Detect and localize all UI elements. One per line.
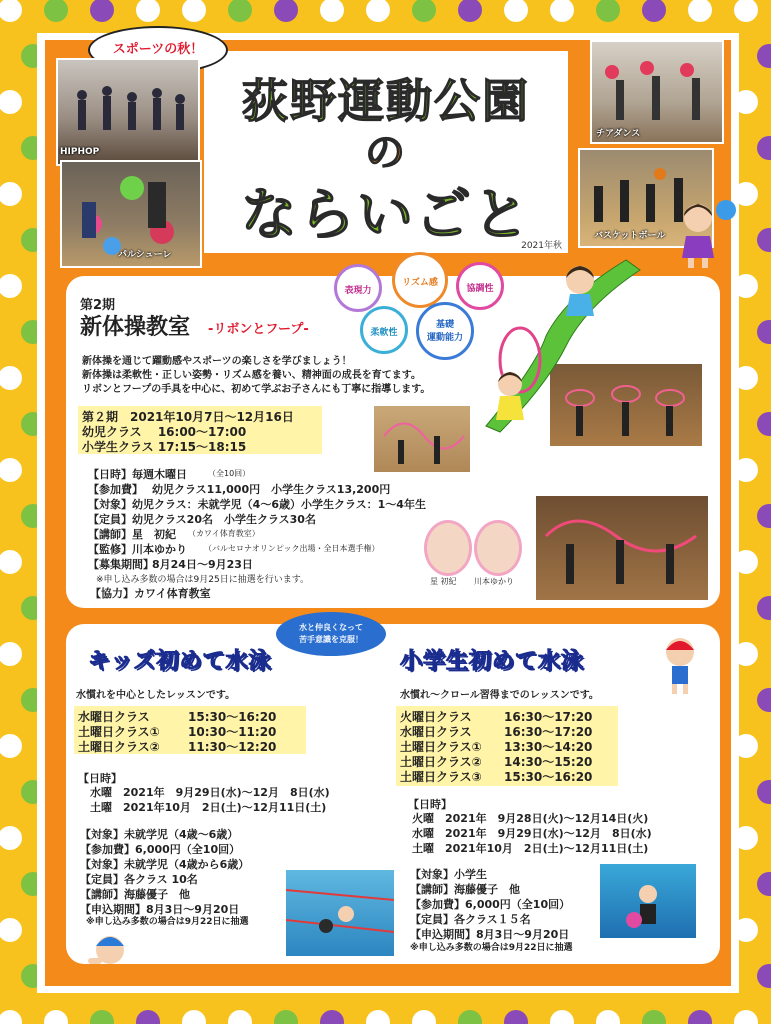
- gym-detail-value: 幼児クラス：未就学児（4～6歳）小学生クラス：1～4年生: [132, 498, 426, 511]
- polka-dot: [688, 1010, 712, 1024]
- polka-dot: [0, 826, 22, 850]
- elem-class-name: 水曜日クラス: [400, 725, 472, 739]
- polka-dot: [734, 0, 758, 22]
- elem-class-time: 16:30～17:20: [504, 710, 593, 724]
- elem-date-1: 火曜 2021年 9月28日(火)～12月14日(火): [412, 812, 649, 825]
- polka-dot: [642, 1010, 666, 1024]
- gym-detail-label: 【募集期間】: [88, 558, 154, 571]
- elem-pool-photo: [598, 862, 698, 940]
- elem-date-label: 【日時】: [408, 798, 452, 811]
- elem-detail: 【対象】小学生: [410, 868, 487, 881]
- polka-dot: [228, 1010, 252, 1024]
- polka-dot: [182, 0, 206, 22]
- gym-intro-1: 新体操を通じて躍動感やスポーツの楽しさを学びましょう！: [82, 356, 352, 367]
- gym-lottery-note: ※申し込み多数の場合は9月25日に抽選を行います。: [96, 575, 310, 585]
- swimmer-boy-icon: [88, 924, 134, 968]
- elem-swim-title: 小学生初めて水泳: [400, 649, 585, 674]
- polka-dot: [366, 0, 390, 22]
- gym-detail-value: 川本ゆかり: [132, 543, 187, 556]
- polka-dot: [596, 1010, 620, 1024]
- polka-dot: [274, 0, 298, 22]
- gym-detail-value: 幼児クラス11,000円 小学生クラス13,200円: [152, 483, 391, 496]
- elem-detail: 【講師】海藤優子 他: [410, 883, 520, 896]
- kids-detail: 【対象】未就学児（4歳から6歳）: [80, 858, 250, 871]
- badge-rhythm-label: リズム感: [402, 278, 438, 288]
- polka-dot: [757, 412, 771, 436]
- kids-class-time: 11:30～12:20: [188, 740, 277, 754]
- polka-dot: [44, 0, 68, 22]
- badge-motor-label: 基礎 運動能力: [426, 320, 463, 343]
- elem-class-time: 16:30～17:20: [504, 725, 593, 739]
- gym-schedule-1: 第２期 2021年10月7日～12月16日: [82, 410, 294, 424]
- title-box: [204, 51, 568, 253]
- gym-detail-label: 【定員】: [88, 513, 132, 526]
- basketball-caption: バスケットボール: [594, 231, 666, 241]
- kids-detail: 【定員】各クラス 10名: [80, 873, 198, 886]
- polka-dot: [0, 182, 22, 206]
- polka-dot: [596, 0, 620, 22]
- gym-intro-3: リボンとフープの手具を中心に、初めて学ぶお子さんにも丁寧に指導します。: [82, 384, 431, 395]
- title-line-3: ならいごと: [241, 183, 531, 248]
- polka-dot: [550, 1010, 574, 1024]
- swim-badge: [276, 612, 386, 656]
- title-line-2: の: [365, 130, 407, 176]
- gym-detail-note: （カワイ体育教室）: [188, 529, 260, 538]
- elem-date-3: 土曜 2021年10月 2日(土)～12月11日(土): [412, 842, 649, 855]
- polka-dot: [320, 1010, 344, 1024]
- instructor-kawamoto-name: 川本ゆかり: [474, 577, 514, 586]
- polka-dot: [642, 0, 666, 22]
- elem-class-name: 土曜日クラス①: [400, 740, 482, 754]
- gym-intro-2: 新体操は柔軟性・正しい姿勢・リズム感を養い、精神面の成長を育てます。: [82, 370, 421, 381]
- polka-dot: [90, 0, 114, 22]
- elem-date-2: 水曜 2021年 9月29日(水)～12月 8日(水): [412, 827, 652, 840]
- instructor-kawamoto-photo: [474, 520, 522, 576]
- kids-pool-photo: [284, 868, 396, 958]
- badge-cooperation-label: 協調性: [466, 284, 494, 294]
- gym-schedule-2: 幼児クラス 16:00～17:00: [82, 425, 247, 439]
- season-label: 2021年秋: [521, 241, 562, 251]
- badge-flexibility: [360, 306, 408, 354]
- gym-title: 新体操教室: [80, 315, 191, 340]
- gym-detail-value: 毎週木曜日: [132, 468, 187, 481]
- polka-dot: [0, 918, 22, 942]
- elem-class-name: 土曜日クラス③: [400, 770, 482, 784]
- gym-detail-note: （全10回）: [208, 469, 251, 478]
- gym-detail-label: 【講師】: [88, 528, 132, 541]
- polka-dot: [0, 90, 22, 114]
- polka-dot: [366, 1010, 390, 1024]
- gym-detail-value: 8月24日～9月23日: [152, 558, 253, 571]
- polka-dot: [90, 1010, 114, 1024]
- kids-class-name: 土曜日クラス①: [78, 725, 160, 739]
- polka-dot: [734, 1010, 758, 1024]
- badge-expression: [334, 264, 382, 312]
- kids-class-name: 水曜日クラス: [78, 710, 150, 724]
- palla-caption: パルシューレ: [118, 250, 172, 260]
- kids-detail: 【対象】未就学児（4歳～6歳）: [80, 828, 239, 841]
- elem-class-name: 火曜日クラス: [400, 710, 472, 724]
- title-line-1: 荻野運動公園: [242, 74, 530, 128]
- hiphop-caption: HIPHOP: [60, 147, 100, 157]
- polka-dot: [412, 1010, 436, 1024]
- polka-dot: [688, 0, 712, 22]
- polka-dot: [182, 1010, 206, 1024]
- polka-dot: [504, 0, 528, 22]
- kids-note: ※申し込み多数の場合は9月22日に抽選: [86, 917, 249, 927]
- elem-class-time: 15:30～16:20: [504, 770, 593, 784]
- polka-dot: [757, 780, 771, 804]
- badge-rhythm: [392, 252, 448, 308]
- kids-detail: 【講師】海藤優子 他: [80, 888, 190, 901]
- gym-detail-label: 【参加費】: [88, 483, 143, 496]
- gym-detail-label: 【日時】: [88, 468, 132, 481]
- instructor-hoshi-photo: [424, 520, 472, 576]
- polka-dot: [458, 1010, 482, 1024]
- badge-motor: [416, 302, 474, 360]
- girl-illustration-icon: [668, 196, 738, 270]
- badge-expression-label: 表現力: [344, 286, 372, 296]
- polka-dot: [274, 1010, 298, 1024]
- sports-autumn-bubble: スポーツの秋！: [88, 26, 228, 74]
- gym-subtitle: -リボンとフープ-: [208, 322, 309, 337]
- polka-dot: [44, 1010, 68, 1024]
- gym-detail-label: 【監修】: [88, 543, 132, 556]
- polka-dot: [0, 550, 22, 574]
- elem-detail: 【申込期間】8月3日～9月20日: [410, 928, 570, 941]
- gym-detail-note: （バルセロナオリンピック出場・全日本選手権）: [204, 544, 380, 553]
- kids-detail: 【参加費】6,000円（全10回）: [80, 843, 241, 856]
- gym-support-label: 【協力】: [90, 587, 134, 600]
- kids-date-1: 水曜 2021年 9月29日(水)～12月 8日(水): [90, 786, 330, 799]
- kids-date-label: 【日時】: [78, 772, 122, 785]
- polka-dot: [0, 642, 22, 666]
- kids-date-2: 土曜 2021年10月 2日(土)～12月11日(土): [90, 801, 327, 814]
- kids-swim-intro: 水慣れを中心としたレッスンです。: [76, 690, 236, 701]
- elem-detail: 【参加費】6,000円（全10回）: [410, 898, 571, 911]
- instructor-hoshi-name: 星 初紀: [430, 577, 457, 586]
- elem-class-time: 13:30～14:20: [504, 740, 593, 754]
- polka-dot: [504, 1010, 528, 1024]
- polka-dot: [0, 366, 22, 390]
- polka-dot: [0, 1010, 22, 1024]
- gym-detail-label: 【対象】: [88, 498, 132, 511]
- gym-support-value: カワイ体育教室: [134, 587, 211, 600]
- kids-detail: 【申込期間】8月3日～9月20日: [80, 903, 240, 916]
- polka-dot: [458, 0, 482, 22]
- polka-dot: [228, 0, 252, 22]
- ribbon-girl-illustration-icon: [476, 256, 646, 434]
- gym-schedule-3: 小学生クラス 17:15～18:15: [82, 440, 247, 454]
- elem-swim-intro: 水慣れ～クロール習得までのレッスンです。: [400, 690, 599, 701]
- polka-dot: [320, 0, 344, 22]
- kids-class-time: 15:30～16:20: [188, 710, 277, 724]
- gym-detail-value: 星 初紀: [132, 528, 176, 541]
- swimmer-kid-icon: [658, 634, 702, 696]
- gym-detail-value: 幼児クラス20名 小学生クラス30名: [132, 513, 316, 526]
- kids-swim-title: キッズ初めて水泳: [88, 649, 272, 674]
- ribbon-photo-3: [534, 494, 710, 602]
- cheer-caption: チアダンス: [596, 129, 641, 139]
- polka-dot: [136, 1010, 160, 1024]
- polka-dot: [136, 0, 160, 22]
- kids-class-name: 土曜日クラス②: [78, 740, 160, 754]
- elem-class-name: 土曜日クラス②: [400, 755, 482, 769]
- kids-class-time: 10:30～11:20: [188, 725, 277, 739]
- polka-dot: [757, 964, 771, 988]
- polka-dot: [0, 734, 22, 758]
- swim-badge-label: 水と仲良くなって 苦手意識を克服！: [299, 623, 363, 644]
- polka-dot: [757, 228, 771, 252]
- badge-flexibility-label: 柔軟性: [370, 328, 398, 338]
- polka-dot: [757, 688, 771, 712]
- ribbon-photo-1: [372, 404, 472, 474]
- polka-dot: [757, 320, 771, 344]
- polka-dot: [757, 44, 771, 68]
- polka-dot: [757, 872, 771, 896]
- polka-dot: [757, 136, 771, 160]
- polka-dot: [412, 0, 436, 22]
- gym-term: 第2期: [80, 298, 116, 313]
- elem-note: ※申し込み多数の場合は9月22日に抽選: [410, 943, 573, 953]
- polka-dot: [550, 0, 574, 22]
- polka-dot: [757, 504, 771, 528]
- elem-class-time: 14:30～15:20: [504, 755, 593, 769]
- elem-detail: 【定員】各クラス１５名: [410, 913, 531, 926]
- polka-dot: [0, 458, 22, 482]
- polka-dot: [757, 596, 771, 620]
- polka-dot: [0, 274, 22, 298]
- polka-dot: [0, 0, 22, 22]
